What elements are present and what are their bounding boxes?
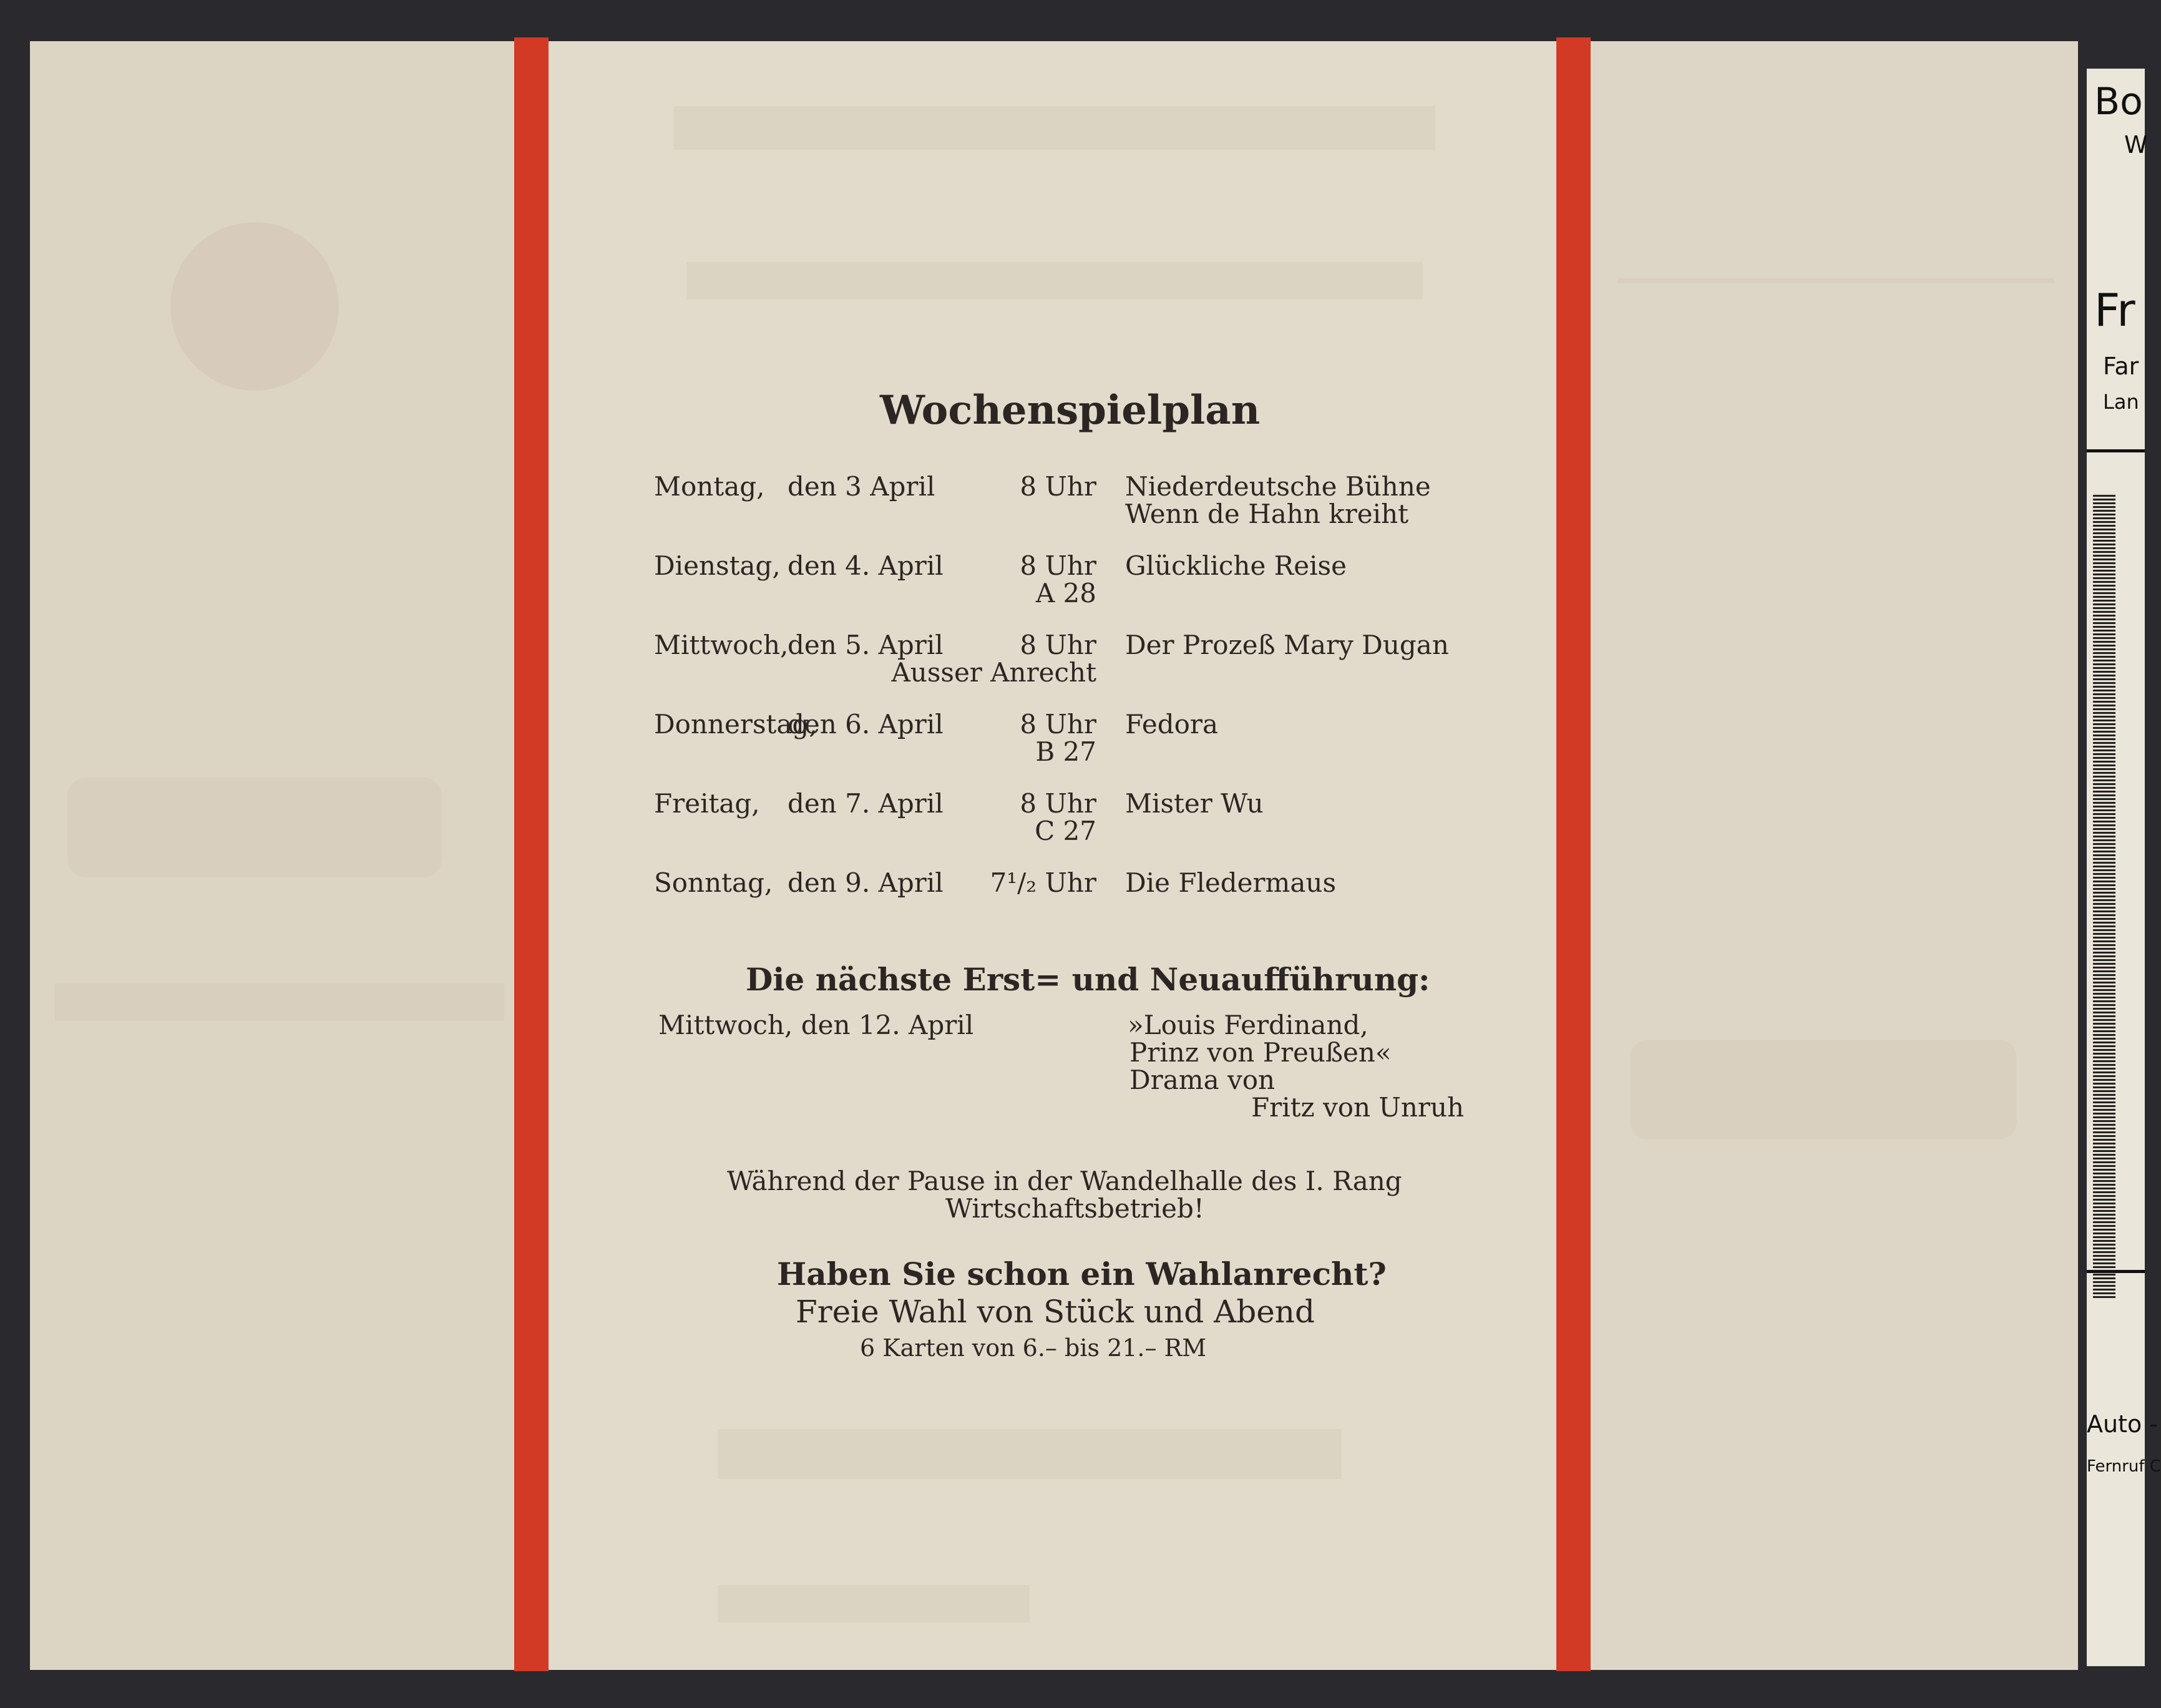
schedule-play: Glückliche Reise <box>1125 550 1347 581</box>
schedule-date: den 5. April <box>788 630 944 660</box>
subscription-line-1: Freie Wahl von Stück und Abend <box>796 1294 1315 1330</box>
premiere-date: Mittwoch, den 12. April <box>658 1010 974 1040</box>
schedule-subscription-note: C 27 <box>1035 816 1096 846</box>
schedule-time: 8 Uhr <box>1020 471 1096 502</box>
schedule-day: Mittwoch, <box>654 630 789 660</box>
adjacent-halftone-bar <box>2093 493 2115 1298</box>
schedule-subscription-note: A 28 <box>1035 578 1096 608</box>
schedule-play-subtitle: Wenn de Hahn kreiht <box>1125 499 1409 529</box>
schedule-play: Niederdeutsche Bühne <box>1125 471 1431 502</box>
schedule-time: 8 Uhr <box>1020 550 1096 581</box>
schedule-play: Der Prozeß Mary Dugan <box>1125 630 1449 660</box>
schedule-play: Mister Wu <box>1125 788 1264 819</box>
center-bleed-block-2 <box>686 262 1423 300</box>
schedule-day: Sonntag, <box>654 867 773 898</box>
stamp-circle-decoration <box>170 222 339 391</box>
schedule-time: 8 Uhr <box>1020 709 1096 739</box>
schedule-time: 8 Uhr <box>1020 630 1096 660</box>
schedule-date: den 6. April <box>788 709 944 739</box>
adjacent-fragment-5: Lan <box>2103 390 2139 414</box>
schedule-day: Freitag, <box>654 788 760 819</box>
schedule-day: Montag, <box>654 471 765 502</box>
premiere-heading: Die nächste Erst= und Neuaufführung: <box>746 961 1430 998</box>
schedule-time: 7¹/₂ Uhr <box>990 867 1096 898</box>
adjacent-fragment-3: Fr <box>2094 284 2135 336</box>
left-page-panel <box>30 41 515 1670</box>
schedule-date: den 9. April <box>788 867 944 898</box>
page-title: Wochenspielplan <box>880 387 1261 434</box>
adjacent-divider <box>2087 1270 2145 1273</box>
premiere-line-2: Prinz von Preußen« <box>1129 1037 1392 1068</box>
adjacent-fragment-7: Fernruf C <box>2087 1457 2161 1476</box>
center-bleed-block-4 <box>718 1585 1030 1623</box>
schedule-day: Dienstag, <box>654 550 781 581</box>
schedule-day: Donnerstag, <box>654 709 817 739</box>
bleed-through-block <box>67 778 442 877</box>
adjacent-fragment-6: Auto - <box>2087 1410 2159 1438</box>
premiere-line-4: Fritz von Unruh <box>1251 1092 1465 1123</box>
subscription-question: Haben Sie schon ein Wahlanrecht? <box>777 1256 1387 1292</box>
premiere-line-3: Drama von <box>1129 1065 1276 1095</box>
right-red-bar <box>1556 37 1591 1671</box>
schedule-time: 8 Uhr <box>1020 788 1096 819</box>
center-bleed-block-top <box>674 106 1435 150</box>
center-bleed-block-3 <box>718 1429 1342 1479</box>
adjacent-fragment-4: Far <box>2103 353 2139 380</box>
schedule-date: den 3 April <box>788 471 935 502</box>
schedule-date: den 7. April <box>788 788 944 819</box>
adjacent-fragment-2: W <box>2124 131 2148 159</box>
left-red-bar <box>514 37 549 1671</box>
pause-notice-line-2: Wirtschaftsbetrieb! <box>945 1193 1204 1224</box>
adjacent-divider <box>2087 449 2145 452</box>
pause-notice-line-1: Während der Pause in der Wandelhalle des I. Rang <box>727 1166 1402 1196</box>
schedule-play: Die Fledermaus <box>1125 867 1337 898</box>
right-page-panel <box>1593 41 2089 1670</box>
subscription-line-2: 6 Karten von 6.– bis 21.– RM <box>860 1334 1207 1362</box>
bleed-through-block <box>1630 1040 2017 1139</box>
bleed-through-line <box>1617 278 2054 283</box>
premiere-line-1: »Louis Ferdinand, <box>1128 1010 1368 1040</box>
schedule-play: Fedora <box>1125 709 1218 739</box>
adjacent-page-edge <box>2087 69 2161 1666</box>
bleed-through-block <box>55 983 504 1021</box>
schedule-date: den 4. April <box>788 550 944 581</box>
schedule-subscription-note: B 27 <box>1035 736 1096 767</box>
schedule-subscription-note: Ausser Anrecht <box>891 657 1096 688</box>
adjacent-fragment-1: Bo <box>2094 80 2143 124</box>
